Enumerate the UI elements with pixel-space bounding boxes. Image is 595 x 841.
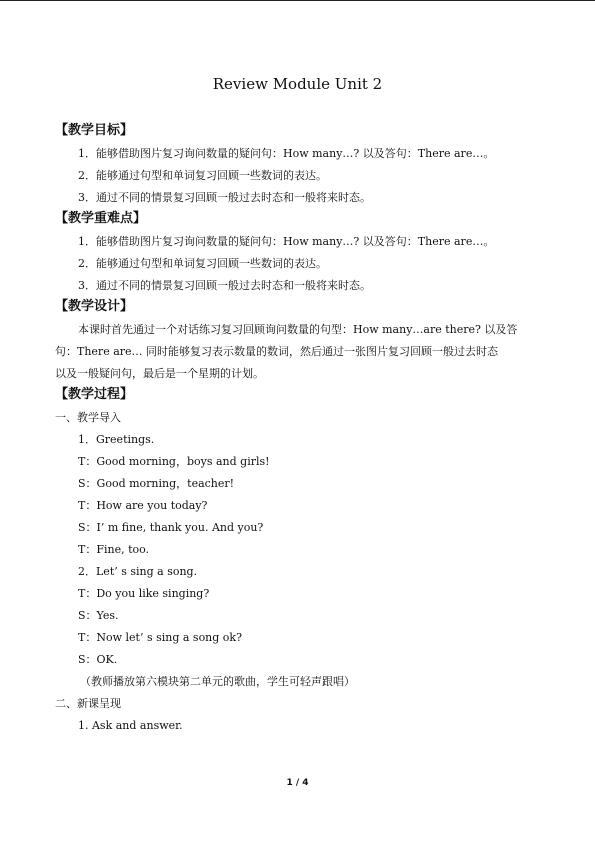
page-number: 1 / 4 — [286, 778, 309, 788]
process-line: 1. Ask and answer. — [78, 719, 183, 732]
process-line: S：OK. — [78, 653, 118, 666]
objective-item: 3．通过不同的情景复习回顾一般过去时态和一般将来时态。 — [78, 191, 371, 204]
objective-item: 2．能够通过句型和单词复习回顾一些数词的表达。 — [78, 169, 327, 182]
process-line: S：Yes. — [78, 609, 119, 622]
process-line: T：Do you like singing? — [78, 587, 210, 600]
process-line: 1．Greetings. — [78, 433, 155, 446]
design-paragraph-line: 句：There are… 同时能够复习表示数量的数词，然后通过一张图片复习回顾一般过去时态 — [55, 345, 499, 358]
objective-item: 1．能够借助图片复习询问数量的疑问句：How many…? 以及答句：There are…。 — [78, 147, 495, 160]
document-title: Review Module Unit 2 — [212, 75, 383, 93]
process-line: S：Good morning，teacher! — [78, 477, 235, 490]
process-line: T：Good morning，boys and girls! — [78, 455, 270, 468]
key-point-item: 1．能够借助图片复习询问数量的疑问句：How many…? 以及答句：There are…。 — [78, 235, 495, 248]
top-rule — [0, 0, 595, 1]
process-part-title: 二、新课呈现 — [55, 697, 121, 710]
process-line: T：Now let’ s sing a song ok? — [78, 631, 242, 644]
process-line: T：Fine, too. — [78, 543, 150, 556]
section-heading-key-points: 【教学重难点】 — [55, 211, 147, 226]
process-note: （教师播放第六模块第二单元的歌曲，学生可轻声跟唱） — [80, 675, 355, 688]
key-point-item: 2．能够通过句型和单词复习回顾一些数词的表达。 — [78, 257, 327, 270]
process-line: S：I’ m fine, thank you. And you? — [78, 521, 264, 534]
process-line: T：How are you today? — [78, 499, 208, 512]
process-line: 2．Let’ s sing a song. — [78, 565, 198, 578]
section-heading-process: 【教学过程】 — [55, 387, 134, 402]
design-paragraph-line: 本课时首先通过一个对话练习复习回顾询问数量的句型：How many…are there? 以及答 — [78, 323, 518, 336]
design-paragraph-line: 以及一般疑问句，最后是一个星期的计划。 — [55, 367, 264, 380]
section-heading-design: 【教学设计】 — [55, 299, 134, 314]
process-part-title: 一、教学导入 — [55, 411, 121, 424]
key-point-item: 3．通过不同的情景复习回顾一般过去时态和一般将来时态。 — [78, 279, 371, 292]
section-heading-objectives: 【教学目标】 — [55, 123, 134, 138]
